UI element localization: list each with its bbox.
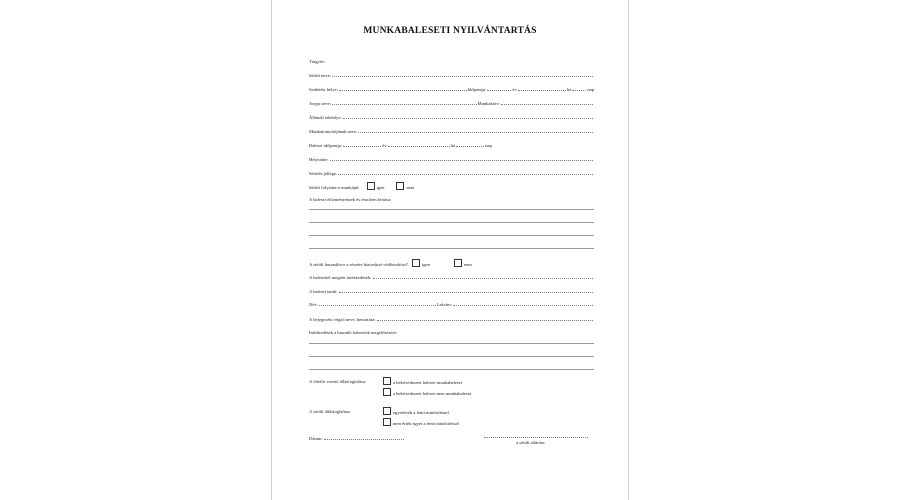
checkbox-vedoeszkoz-nem[interactable]	[454, 259, 462, 267]
field-datum[interactable]	[324, 436, 404, 440]
label-helyszine: Helyszíne:	[309, 157, 329, 162]
label-nem-munkabaleset: a bekövetkezett baleset nem munkabaleset	[393, 391, 472, 396]
line-megelozes-2[interactable]	[309, 356, 594, 357]
row-hasonlo-balesetek	[309, 326, 594, 335]
label-nem-ertek-egyet: nem értek egyet a fenti minősítéssel	[393, 421, 459, 426]
field-anyja-neve[interactable]	[332, 101, 476, 105]
row-nev-lakcim	[309, 298, 594, 307]
label-szuletesi-helye: Születési helye:	[309, 87, 338, 92]
field-tanui[interactable]	[339, 289, 593, 293]
label-serult-alairasa: a sérült aláírása	[516, 440, 545, 445]
line-elozmenyek-2[interactable]	[309, 222, 594, 223]
label-baleset-ev: év	[382, 143, 387, 148]
label-datum: Dátum:	[309, 436, 323, 441]
row-targyev	[309, 55, 594, 64]
label-felelos-vezeto: A felelős vezető állásfoglalása:	[309, 379, 367, 384]
form-sheet	[271, 0, 629, 500]
row-baleset-idopontja	[309, 139, 594, 148]
field-serules-jellege[interactable]	[338, 171, 593, 175]
option-vedoeszkoz-nem	[452, 259, 472, 267]
label-folytatta: Sérült folytatta-e munkáját:	[309, 185, 360, 190]
label-vedoeszkoz-igen: igen	[421, 262, 430, 267]
form-title: MUNKABALESETI NYILVÁNTARTÁS	[363, 26, 537, 36]
label-munkabaleset: a bekövetkezett baleset munkabaleset	[393, 380, 463, 385]
field-szul-ho[interactable]	[518, 87, 566, 91]
label-vedoeszkoz-nem: nem	[463, 262, 472, 267]
row-vedoeszkoz	[309, 256, 594, 267]
row-munkairanyito	[309, 125, 594, 134]
checkbox-folytatta-igen[interactable]	[367, 182, 375, 190]
option-vedoeszkoz-igen	[410, 259, 430, 267]
field-alairas[interactable]	[484, 437, 588, 438]
line-elozmenyek-3[interactable]	[309, 235, 594, 236]
row-intezkedesek	[309, 271, 594, 280]
label-baleset-ho: hó	[450, 143, 456, 148]
label-idopontja: Időpontja:	[467, 87, 487, 92]
field-serult-neve[interactable]	[332, 73, 593, 77]
label-ho: hó	[566, 87, 572, 92]
field-tanu-lakcim[interactable]	[453, 302, 593, 306]
option-nem-ertek-egyet	[383, 418, 459, 426]
field-szul-ev[interactable]	[487, 87, 511, 91]
field-szuletesi-helye[interactable]	[339, 87, 467, 91]
label-hasonlo-balesetek: Intézkedések a hasonló balesetek megelőzésére:	[309, 330, 398, 335]
row-helyszine	[309, 153, 594, 162]
field-szul-nap[interactable]	[572, 87, 586, 91]
label-serult-neve: Sérült neve:	[309, 73, 332, 78]
label-bejegyzest-vegzo: A bejegyzést végző neve, beosztása:	[309, 317, 376, 322]
checkbox-munkabaleset[interactable]	[383, 377, 391, 385]
label-nap: nap	[587, 87, 594, 92]
label-serult-allasfoglalasa: A sérült állásfoglalása:	[309, 409, 351, 414]
label-elozmenyek: A baleset előzményeinek és részletes leírása:	[309, 197, 392, 202]
option-nem-munkabaleset	[383, 388, 471, 396]
field-baleset-ev[interactable]	[343, 143, 381, 147]
row-folytatta	[309, 179, 594, 190]
line-elozmenyek-1[interactable]	[309, 209, 594, 210]
label-folytatta-igen: igen	[376, 185, 385, 190]
label-baleset-nap: nap	[485, 143, 492, 148]
field-munkairanyito[interactable]	[358, 129, 593, 133]
checkbox-nem-munkabaleset[interactable]	[383, 388, 391, 396]
line-megelozes-1[interactable]	[309, 343, 594, 344]
field-allando-lakhelye[interactable]	[343, 115, 593, 119]
checkbox-nem-ertek-egyet[interactable]	[383, 418, 391, 426]
label-anyja-neve: Anyja neve:	[309, 101, 332, 106]
row-elozmenyek	[309, 193, 594, 202]
label-vedoeszkoz: A sérült használta-e a részére biztosított védőeszközt?	[309, 262, 408, 267]
label-nev: Név:	[309, 302, 318, 307]
label-targyev: Tárgyév:	[309, 59, 326, 64]
row-szuletesi-helye	[309, 83, 594, 92]
field-munkakore[interactable]	[501, 101, 593, 105]
row-anyja-neve	[309, 97, 594, 106]
label-serules-jellege: Sérülés jellege:	[309, 171, 338, 176]
checkbox-folytatta-nem[interactable]	[396, 182, 404, 190]
field-bejegyzest-vegzo[interactable]	[377, 317, 593, 321]
option-egyetertek	[383, 407, 449, 415]
field-intezkedesek[interactable]	[373, 275, 593, 279]
checkbox-vedoeszkoz-igen[interactable]	[412, 259, 420, 267]
checkbox-egyetertek[interactable]	[383, 407, 391, 415]
option-folytatta-nem	[394, 182, 414, 190]
field-baleset-nap[interactable]	[456, 143, 484, 147]
row-allando-lakhelye	[309, 111, 594, 120]
label-munkakore: Munkaköre:	[477, 101, 500, 106]
line-elozmenyek-4[interactable]	[309, 248, 594, 249]
field-baleset-ho[interactable]	[388, 143, 450, 147]
label-lakcim: Lakcím:	[436, 302, 452, 307]
label-tanui: A baleset tanúi:	[309, 289, 338, 294]
label-folytatta-nem: nem	[406, 185, 415, 190]
label-baleset-idopontja: Baleset időpontja:	[309, 143, 343, 148]
label-allando-lakhelye: Állandó lakhelye:	[309, 115, 342, 120]
option-munkabaleset	[383, 377, 462, 385]
row-bejegyzest-vegzo	[309, 313, 594, 322]
field-helyszine[interactable]	[330, 157, 593, 161]
option-folytatta-igen	[365, 182, 385, 190]
row-datum	[309, 432, 405, 441]
label-intezkedesek: A balesettel megtett intézkedések:	[309, 275, 372, 280]
row-serult-neve	[309, 69, 594, 78]
label-munkairanyito: Munkairányítójának neve:	[309, 129, 358, 134]
field-tanu-nev[interactable]	[319, 302, 436, 306]
label-ev: év	[512, 87, 517, 92]
row-serules-jellege	[309, 167, 594, 176]
line-megelozes-3[interactable]	[309, 369, 594, 370]
label-egyetertek: egyetértek a fenti minősítéssel	[393, 410, 449, 415]
row-tanui	[309, 285, 594, 294]
